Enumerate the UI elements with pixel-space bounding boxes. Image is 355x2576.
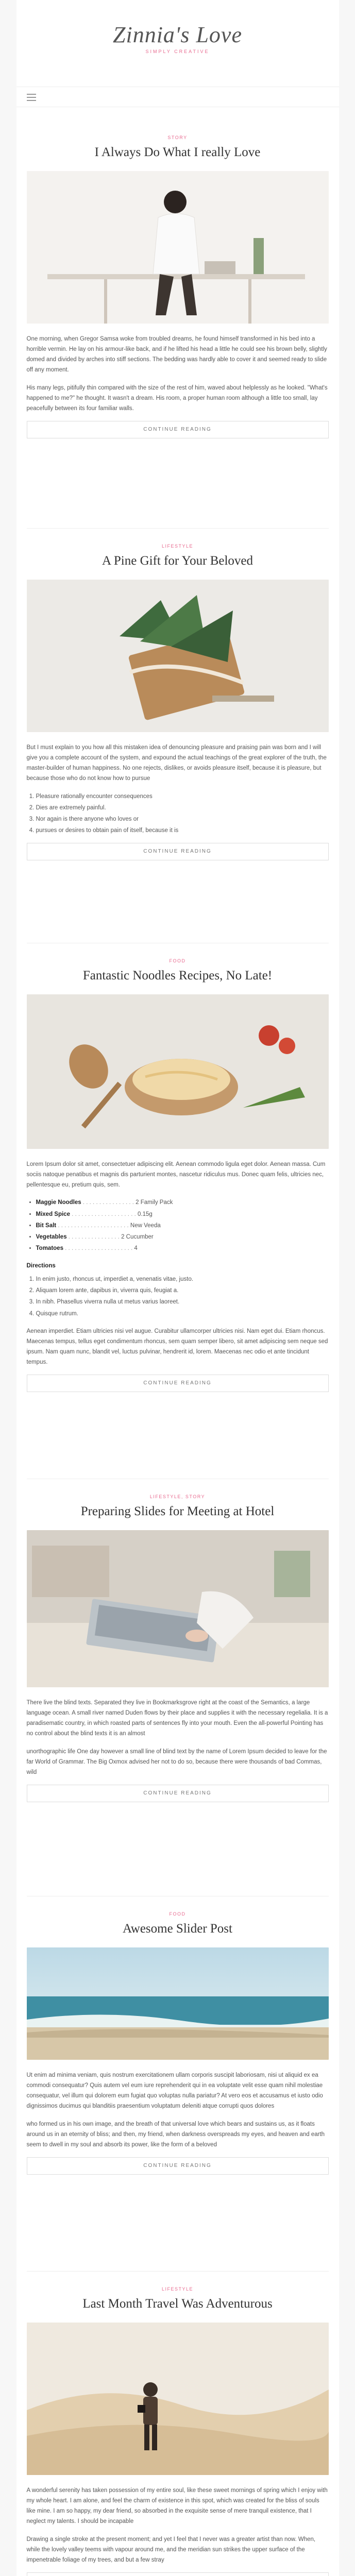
post-excerpt (16, 1687, 339, 1777)
list-item: 1. Pleasure rationally encounter consequences (36, 791, 329, 802)
woman-desk-photo (27, 171, 329, 324)
post-category[interactable]: LIFESTYLE (161, 544, 194, 549)
ingredients-list (36, 1197, 329, 1253)
list-item: 4. pursues or desires to obtain pain of itself, because it is (36, 825, 329, 836)
post-paragraph: His many legs, pitifully thin compared with the size of the rest of him, waved about helplessly as he looked. "What's happened to me?" he thought. It wasn't a dream. His room, a proper human room although a little too small, lay peacefully between its four familiar walls. (26, 384, 328, 412)
list-item: 2. Dies are extremely painful. (36, 803, 329, 813)
post-category[interactable]: FOOD (169, 958, 186, 963)
list-item: 3. Nor again is there anyone who loves or (36, 814, 329, 824)
post-image[interactable] (27, 1530, 329, 1687)
nav-bar (16, 87, 339, 107)
post-divider (27, 528, 329, 529)
post-title[interactable]: Fantastic Noodles Recipes, No Late! (82, 969, 273, 982)
post-3 (16, 958, 339, 1392)
noodles-photo (27, 994, 329, 1149)
post-title[interactable]: Last Month Travel Was Adventurous (82, 2297, 273, 2311)
direction-step: 1. In enim justo, rhoncus ut, imperdiet a, venenatis vitae, justo. (36, 1274, 329, 1284)
menu-toggle-icon[interactable] (27, 94, 36, 101)
continue-reading-button[interactable]: CONTINUE READING (27, 1785, 329, 1802)
post-divider (27, 2271, 329, 2272)
continue-reading-button[interactable]: CONTINUE READING (27, 421, 329, 438)
post-5 (16, 1911, 339, 2175)
direction-step: 2. Aliquam lorem ante, dapibus in, viverra quis, feugiat a. (36, 1285, 329, 1296)
post-paragraph: A wonderful serenity has taken possession of my entire soul, like these sweet mornings of spring which I enjoy with my whole heart. I am alone, and feel the charm of existence in this spot, which was created for the bliss of souls like mine. I am so happy, my dear friend, so absorbed in the exquisite sense of mere tranquil existence, that I neglect my talents. I should be incapable (26, 2487, 328, 2525)
post-image[interactable] (27, 171, 329, 324)
post-excerpt (16, 2060, 339, 2150)
post-4 (16, 1494, 339, 1802)
continue-reading-button[interactable]: CONTINUE READING (27, 1375, 329, 1392)
direction-step: 3. In nibh. Phasellus viverra nulla ut metus varius laoreet. (36, 1297, 329, 1307)
post-image[interactable] (27, 580, 329, 732)
post-title[interactable]: I Always Do What I really Love (94, 145, 261, 159)
post-list (36, 791, 329, 836)
post-image[interactable] (27, 1947, 329, 2060)
post-paragraph: Aenean imperdiet. Etiam ultricies nisi vel augue. Curabitur ullamcorper ultricies nisi. Nam eget dui. Etiam rhoncus. Maecenas tempus, tellus eget condimentum rhoncus, sem quam semper libero, sit amet adipiscing sem neque sed ipsum. Nam quam nunc, blandit vel, luctus pulvinar, hendrerit id, lorem. Maecenas nec odio et ante tincidunt tempus. (26, 1328, 328, 1365)
post-image[interactable] (27, 2323, 329, 2475)
post-paragraph: unorthographic life One day however a small line of blind text by the name of Lorem Ipsum decided to leave for the far World of Grammar. The Big Oxmox advised her not to do so, because there were thousands of bad Commas, wild (26, 1748, 327, 1775)
post-paragraph: Drawing a single stroke at the present moment; and yet I feel that I never was a greater artist than now. When, while the lovely valley teems with vapour around me, and the meridian sun strikes the upper surface of the impenetrable foliage of my trees, and but a few stray (26, 2536, 316, 2563)
ingredient-item: • Tomatoes . . . . . . . . . . . . . . . . . . . . . 4 (36, 1243, 329, 1253)
post-paragraph: There live the blind texts. Separated they live in Bookmarksgrove right at the coast of the Semantics, a large language ocean. A small river named Duden flows by their place and supplies it with the necessary regelialia. It is a paradisematic country, in which roasted parts of sentences fly into your mouth. Even the all-powerful Pointing has no control about the blind texts it is an almost (26, 1700, 328, 1737)
post-category[interactable]: STORY (167, 135, 188, 140)
post-2 (16, 544, 339, 860)
post-6 (16, 2286, 339, 2576)
pine-gift-photo (27, 580, 329, 732)
post-image[interactable] (27, 994, 329, 1149)
post-excerpt (16, 2475, 339, 2565)
post-title[interactable]: Preparing Slides for Meeting at Hotel (80, 1504, 275, 1518)
post-category[interactable]: FOOD (169, 1911, 186, 1917)
post-1 (16, 135, 339, 438)
post-excerpt (16, 324, 339, 414)
post-title[interactable]: A Pine Gift for Your Beloved (102, 554, 253, 568)
continue-reading-button[interactable] (27, 2572, 329, 2576)
continue-reading-button[interactable]: CONTINUE READING (27, 843, 329, 860)
post-excerpt (16, 1149, 339, 1367)
continue-reading-button[interactable]: CONTINUE READING (27, 2157, 329, 2175)
post-category[interactable]: LIFESTYLE, STORY (149, 1494, 206, 1499)
site-tagline: SIMPLY CREATIVE (145, 49, 210, 54)
ingredient-item: • Bit Salt . . . . . . . . . . . . . . . . . . . . . . New Veeda (36, 1221, 329, 1231)
post-paragraph: Lorem Ipsum dolor sit amet, consectetuer adipiscing elit. Aenean commodo ligula eget dolor. Aenean massa. Cum sociis natoque penatibus et magnis dis parturient montes, nascetur ridiculus mus. Donec quam felis, ultricies nec, pellentesque eu, pretium quis, sem. (26, 1161, 326, 1189)
post-excerpt (16, 732, 339, 836)
direction-step: 4. Quisque rutrum. (36, 1309, 329, 1319)
post-paragraph: who formed us in his own image, and the breath of that universal love which bears and sustains us, as it floats around us in an eternity of bliss; and then, my friend, when darkness overspreads my eyes, and heaven and earth seem to dwell in my soul and absorb its power, like the form of a beloved (26, 2121, 325, 2148)
post-paragraph: Ut enim ad minima veniam, quis nostrum exercitationem ullam corporis suscipit laboriosam, nisi ut aliquid ex ea commodi consequatur? Quis autem vel eum iure reprehenderit qui in ea voluptate velit esse quam nihil molestiae consequatur, vel illum qui dolorem eum fugiat quo voluptas nulla pariatur? At vero eos et accusamus et iusto odio dignissimos ducimus qui blanditiis praesentium voluptatum deleniti atque corrupti quos dolores (26, 2072, 323, 2110)
directions-heading: Directions (26, 1263, 56, 1269)
post-title[interactable]: Awesome Slider Post (123, 1922, 232, 1936)
site-title[interactable]: Zinnia's Love (113, 22, 242, 47)
desert-travel-photo (27, 2323, 329, 2475)
beach-slider-photo (27, 1947, 329, 2060)
ingredient-item: • Vegetables . . . . . . . . . . . . . . . . 2 Cucumber (36, 1232, 329, 1242)
ingredient-item: • Mixed Spice . . . . . . . . . . . . . . . . . . . . 0.15g (36, 1209, 329, 1219)
directions-list (36, 1274, 329, 1319)
site-header (16, 0, 339, 82)
page-container (16, 0, 339, 2576)
ingredient-item: • Maggie Noodles . . . . . . . . . . . . . . . . 2 Family Pack (36, 1197, 329, 1208)
post-paragraph: One morning, when Gregor Samsa woke from troubled dreams, he found himself transformed in his bed into a horrible vermin. He lay on his armour-like back, and if he lifted his head a little he could see his brown belly, slightly domed and divided by arches into stiff sections. The bedding was hardly able to cover it and seemed ready to slide off any moment. (26, 336, 327, 374)
post-paragraph: But I must explain to you how all this mistaken idea of denouncing pleasure and praising pain was born and I will give you a complete account of the system, and expound the actual teachings of the great explorer of the truth, the master-builder of human happiness. No one rejects, dislikes, or avoids pleasure itself, because it is pleasure, but because those who do not know how to pursue (26, 744, 327, 782)
laptop-photo (27, 1530, 329, 1687)
post-category[interactable]: LIFESTYLE (161, 2286, 194, 2292)
